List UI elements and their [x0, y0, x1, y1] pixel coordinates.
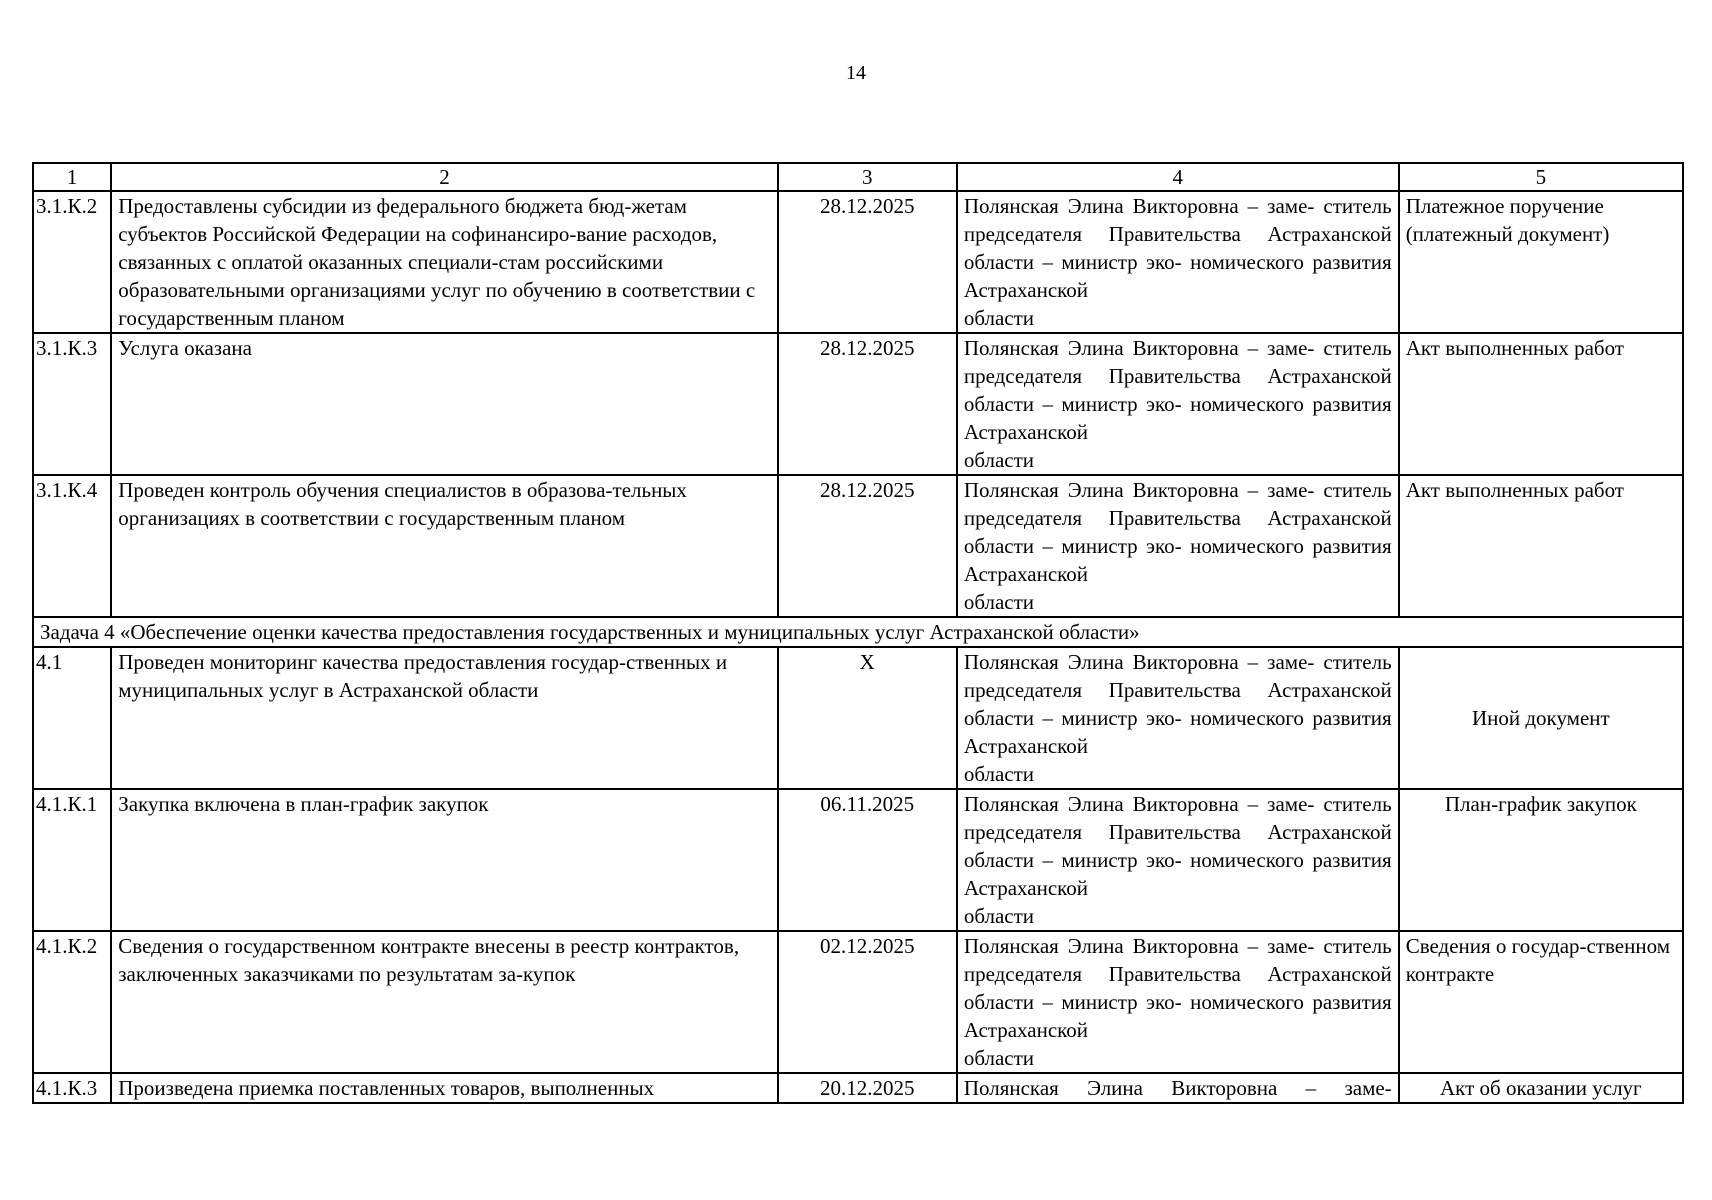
row-date: 28.12.2025 [778, 475, 957, 617]
responsible-line: Астраханской области – министр эко- [963, 506, 1392, 558]
row-id: 4.1 [33, 647, 111, 789]
table-row [33, 1073, 1683, 1103]
responsible-line: области [963, 448, 1035, 472]
row-responsible [957, 475, 1399, 617]
row-date: 28.12.2025 [778, 191, 957, 333]
row-document: Иной документ [1399, 647, 1683, 789]
responsible-line: Полянская Элина Викторовна – заме- [963, 650, 1315, 674]
table-header-row [33, 163, 1683, 191]
responsible-line: Полянская Элина Викторовна – заме- [963, 336, 1315, 360]
row-responsible [957, 1073, 1399, 1103]
responsible-line: Полянская Элина Викторовна – заме- [963, 478, 1315, 502]
row-responsible [957, 191, 1399, 333]
row-date: 02.12.2025 [778, 931, 957, 1073]
responsible-line: Полянская Элина Викторовна – заме- [963, 792, 1315, 816]
table-row [33, 333, 1683, 475]
responsible-line: Астраханской области – министр эко- [963, 364, 1392, 416]
responsible-line: ститель председателя Правительства [963, 650, 1392, 702]
task-heading: Задача 4 «Обеспечение оценки качества предоставления государственных и муниципальных услуг Астраханской области» [33, 617, 1683, 647]
row-text: Предоставлены субсидии из федерального бюджета бюд-жетам субъектов Российской Федерации на софинансиро-вание расходов, связанных с оплатой оказанных специали-стам российскими образовательными организациями услуг по обучению в соответствии с государственным планом [111, 191, 777, 333]
row-text: Сведения о государственном контракте внесены в реестр контрактов, заключенных заказчиками по результатам за-купок [111, 931, 777, 1073]
responsible-line: Астраханской области – министр эко- [963, 678, 1392, 730]
plan-table [32, 162, 1684, 1104]
page-number: 14 [846, 62, 866, 84]
row-id: 3.1.К.4 [33, 475, 111, 617]
responsible-line: номического развития Астраханской [963, 990, 1392, 1042]
column-header-5: 5 [1399, 163, 1683, 191]
responsible-line: области [963, 306, 1035, 330]
row-id: 4.1.К.2 [33, 931, 111, 1073]
responsible-line: Полянская Элина Викторовна – заме- [963, 194, 1315, 218]
row-document: Акт выполненных работ [1399, 333, 1683, 475]
responsible-line: области [963, 904, 1035, 928]
row-responsible [957, 647, 1399, 789]
row-document: Акт выполненных работ [1399, 475, 1683, 617]
row-text: Проведен контроль обучения специалистов в образова-тельных организациях в соответствии с государственным планом [111, 475, 777, 617]
column-header-1: 1 [33, 163, 111, 191]
row-document: Акт об оказании услуг [1399, 1073, 1683, 1103]
responsible-line: области [963, 590, 1035, 614]
row-date: 06.11.2025 [778, 789, 957, 931]
responsible-line: номического развития Астраханской [963, 392, 1392, 444]
row-id: 3.1.К.2 [33, 191, 111, 333]
responsible-line: номического развития Астраханской [963, 848, 1392, 900]
responsible-line: ститель председателя Правительства [963, 336, 1392, 388]
table-row [33, 191, 1683, 333]
row-id: 3.1.К.3 [33, 333, 111, 475]
responsible-line: номического развития Астраханской [963, 534, 1392, 586]
responsible-line: области [963, 1046, 1035, 1070]
responsible-line: Астраханской области – министр эко- [963, 962, 1392, 1014]
responsible-line: ститель председателя Правительства [963, 792, 1392, 844]
responsible-line: Астраханской области – министр эко- [963, 222, 1392, 274]
row-responsible [957, 931, 1399, 1073]
responsible-line: области [963, 762, 1035, 786]
row-date: 28.12.2025 [778, 333, 957, 475]
row-responsible [957, 333, 1399, 475]
row-date: X [778, 647, 957, 789]
column-header-3: 3 [778, 163, 957, 191]
column-header-4: 4 [957, 163, 1399, 191]
responsible-line: номического развития Астраханской [963, 250, 1392, 302]
row-id: 4.1.К.3 [33, 1073, 111, 1103]
column-header-2: 2 [111, 163, 777, 191]
row-text: Произведена приемка поставленных товаров, выполненных [111, 1073, 777, 1103]
table-row [33, 475, 1683, 617]
table-row [33, 931, 1683, 1073]
row-document: Платежное поручение (платежный документ) [1399, 191, 1683, 333]
row-document: План-график закупок [1399, 789, 1683, 931]
row-responsible [957, 789, 1399, 931]
table-row [33, 647, 1683, 789]
row-document: Сведения о государ-ственном контракте [1399, 931, 1683, 1073]
table-row [33, 789, 1683, 931]
responsible-line: ститель председателя Правительства [963, 934, 1392, 986]
responsible-line: Полянская Элина Викторовна – заме- [963, 1076, 1392, 1100]
responsible-line: ститель председателя Правительства [963, 194, 1392, 246]
responsible-line: номического развития Астраханской [963, 706, 1392, 758]
row-text: Услуга оказана [111, 333, 777, 475]
row-id: 4.1.К.1 [33, 789, 111, 931]
task-row [33, 617, 1683, 647]
responsible-line: Полянская Элина Викторовна – заме- [963, 934, 1315, 958]
row-date: 20.12.2025 [778, 1073, 957, 1103]
row-text: Закупка включена в план-график закупок [111, 789, 777, 931]
row-text: Проведен мониторинг качества предоставления государ-ственных и муниципальных услуг в Астраханской области [111, 647, 777, 789]
responsible-line: Астраханской области – министр эко- [963, 820, 1392, 872]
responsible-line: ститель председателя Правительства [963, 478, 1392, 530]
